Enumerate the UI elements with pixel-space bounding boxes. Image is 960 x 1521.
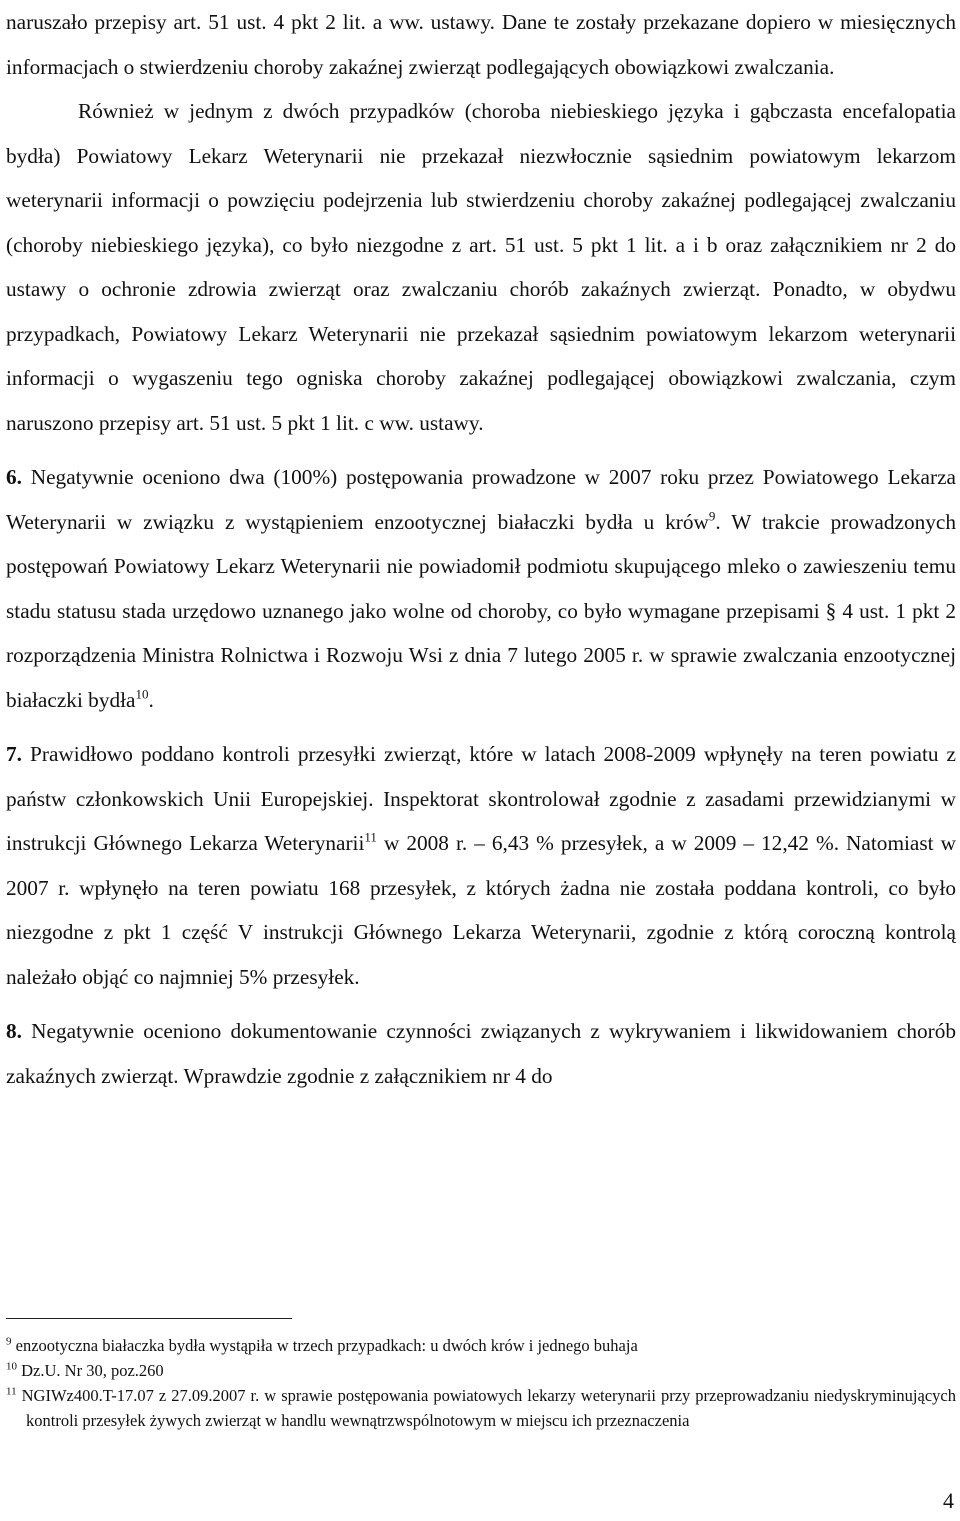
paragraph-number: 7.: [6, 742, 22, 766]
paragraph-text: Negatywnie oceniono dokumentowanie czynności związanych z wykrywaniem i likwidowaniem chorób zakaźnych zwierząt. Wprawdzie zgodnie z załącznikiem nr 4 do: [6, 1019, 956, 1088]
footnote-9: [6, 1333, 956, 1358]
footnote-ref: 10: [135, 686, 149, 702]
footnote-ref: 11: [364, 829, 377, 845]
page-number: 4: [943, 1488, 954, 1513]
paragraph-6: [6, 455, 956, 722]
paragraph-blue-tongue: Również w jednym z dwóch przypadków (choroba niebieskiego języka i gąbczasta encefalopatia bydła) Powiatowy Lekarz Weterynarii nie przekazał niezwłocznie sąsiednim powiatowym lekarzom weterynarii informacji o powzięciu podejrzenia lub stwierdzeniu choroby zakaźnej podlegającej zwalczaniu (choroby niebieskiego języka), co było niezgodne z art. 51 ust. 5 pkt 1 lit. a i b oraz załącznikiem nr 2 do ustawy o ochronie zdrowia zwierząt oraz zwalczaniu chorób zakaźnych zwierząt. Ponadto, w obydwu przypadkach, Powiatowy Lekarz Weterynarii nie przekazał sąsiednim powiatowym lekarzom weterynarii informacji o wygaszeniu tego ogniska choroby zakaźnej podlegającej obowiązkowi zwalczania, czym naruszono przepisy art. 51 ust. 5 pkt 1 lit. c ww. ustawy.: [6, 99, 956, 435]
footnote-ref: 9: [708, 508, 716, 524]
paragraph-text: Negatywnie oceniono dwa (100%) postępowania prowadzone w 2007 roku przez Powiatowego Lekarza Weterynarii w związku z wystąpieniem enzootycznej białaczki bydła u krów: [6, 465, 956, 534]
paragraph-number: 8.: [6, 1019, 22, 1043]
footnote-text: NGIWz400.T-17.07 z 27.09.2007 r. w sprawie postępowania powiatowych lekarzy weterynarii przy przeprowadzaniu niedyskryminujących kontroli przesyłek żywych zwierząt w handlu wewnątrzwspólnotowym w miejscu ich przeznaczenia: [16, 1386, 956, 1430]
footnote-number: 10: [6, 1360, 17, 1373]
footnote-text: Dz.U. Nr 30, poz.260: [17, 1361, 164, 1380]
paragraph-text: w 2008 r. – 6,43 % przesyłek, a w 2009 – 12,42 %. Natomiast w 2007 r. wpłynęło na teren powiatu 168 przesyłek, z których żadna nie została poddana kontroli, co było niezgodne z pkt 1 część V instrukcji Głównego Lekarza Weterynarii, zgodnie z którą coroczną kontrolą należało objąć co najmniej 5% przesyłek.: [6, 831, 956, 989]
paragraph-text: Prawidłowo poddano kontroli przesyłki zwierząt, które w latach 2008-2009 wpłynęły na teren powiatu z państw członkowskich Unii Europejskiej. Inspektorat skontrolował zgodnie z zasadami przewidzianymi w instrukcji Głównego Lekarza Weterynarii: [6, 742, 956, 855]
footnote-divider: [6, 1318, 292, 1319]
footnote-number: 9: [6, 1335, 12, 1348]
footnote-11: [6, 1383, 956, 1433]
footnotes: [6, 1333, 956, 1433]
document-page: [6, 0, 956, 1098]
paragraph-text: . W trakcie prowadzonych postępowań Powiatowy Lekarz Weterynarii nie powiadomił podmiotu skupującego mleko o zawieszeniu temu stadu statusu stada urzędowo uznanego jako wolne od choroby, co było wymagane przepisami § 4 ust. 1 pkt 2 rozporządzenia Ministra Rolnictwa i Rozwoju Wsi z dnia 7 lutego 2005 r. w sprawie zwalczania enzootycznej białaczki bydła: [6, 509, 956, 712]
footnote-10: [6, 1358, 956, 1383]
paragraph-7: [6, 732, 956, 999]
paragraph-number: 6.: [6, 465, 22, 489]
paragraph-8: [6, 1009, 956, 1098]
paragraph-continuation: naruszało przepisy art. 51 ust. 4 pkt 2 lit. a ww. ustawy. Dane te zostały przekazane dopiero w miesięcznych informacjach o stwierdzeniu choroby zakaźnej zwierząt podlegających obowiązkowi zwalczania.: [6, 10, 956, 79]
paragraph-text: .: [148, 687, 154, 712]
footnote-number: 11: [6, 1385, 17, 1398]
footnote-text: enzootyczna białaczka bydła wystąpiła w trzech przypadkach: u dwóch krów i jednego buhaja: [11, 1336, 638, 1355]
